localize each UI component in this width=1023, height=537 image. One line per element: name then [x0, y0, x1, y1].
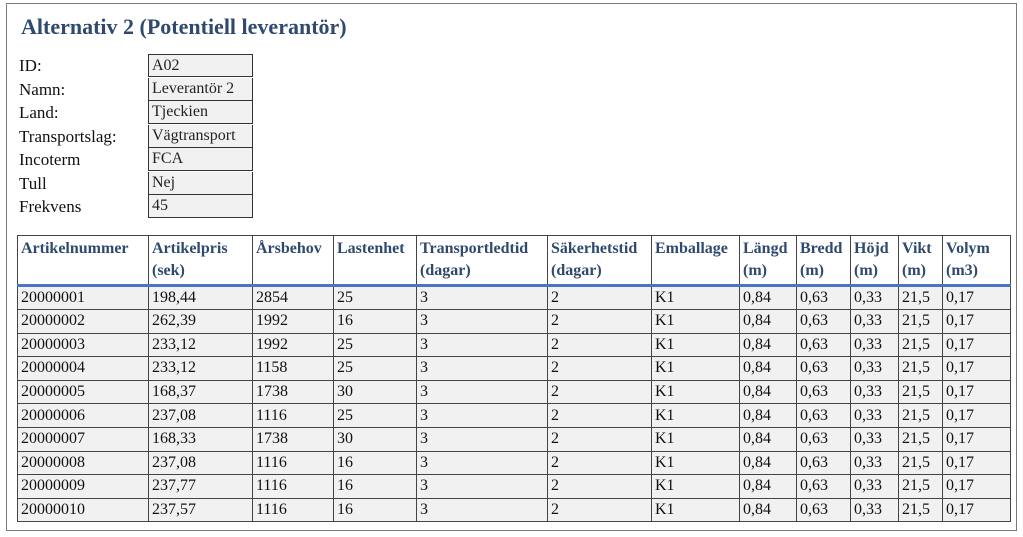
column-header-line1: Längd	[743, 240, 788, 257]
table-cell: 3	[417, 357, 548, 381]
table-cell: 0,33	[851, 357, 899, 381]
column-header	[652, 236, 740, 286]
table-cell: 3	[417, 310, 548, 334]
table-cell: 0,63	[797, 357, 851, 381]
table-cell: 0,17	[943, 286, 1011, 310]
column-header	[899, 236, 943, 286]
table-cell: 0,63	[797, 286, 851, 310]
table-row	[18, 498, 1011, 522]
table-cell: 3	[417, 404, 548, 428]
table-cell: 3	[417, 333, 548, 357]
column-header	[334, 236, 417, 286]
table-cell: K1	[652, 286, 740, 310]
table-header-row	[18, 236, 1011, 286]
table-cell: 20000003	[18, 333, 149, 357]
table-row	[18, 333, 1011, 357]
column-header	[943, 236, 1011, 286]
table-cell: 0,33	[851, 404, 899, 428]
table-cell: 20000006	[18, 404, 149, 428]
page-title: Alternativ 2 (Potentiell leverantör)	[21, 14, 347, 39]
table-cell: 16	[334, 498, 417, 522]
table-cell: 0,33	[851, 498, 899, 522]
table-cell: 21,5	[899, 475, 943, 499]
table-cell: 21,5	[899, 427, 943, 451]
column-header-line1: Transportledtid	[420, 240, 529, 257]
info-value: Tjeckien	[148, 101, 253, 124]
table-cell: 3	[417, 475, 548, 499]
column-header-line2: (dagar)	[551, 262, 602, 279]
table-row	[18, 380, 1011, 404]
column-header	[851, 236, 899, 286]
table-cell: 0,63	[797, 427, 851, 451]
table-cell: 0,17	[943, 333, 1011, 357]
table-cell: 0,84	[740, 475, 797, 499]
table-cell: 0,84	[740, 333, 797, 357]
table-row	[18, 451, 1011, 475]
table-cell: 3	[417, 380, 548, 404]
info-label: Frekvens	[19, 197, 82, 216]
info-label: Land:	[19, 103, 59, 122]
document-frame	[6, 3, 1017, 531]
table-cell: 0,17	[943, 451, 1011, 475]
table-cell: 0,33	[851, 286, 899, 310]
table-cell: 21,5	[899, 286, 943, 310]
table-cell: 25	[334, 404, 417, 428]
column-header-line1: Vikt	[902, 240, 932, 257]
table-cell: 1116	[253, 475, 334, 499]
table-cell: 237,08	[149, 451, 253, 475]
table-cell: 20000010	[18, 498, 149, 522]
column-header	[18, 236, 149, 286]
table-cell: 198,44	[149, 286, 253, 310]
table-cell: 2	[548, 451, 652, 475]
column-header-line2: (m)	[854, 262, 878, 279]
table-cell: 0,63	[797, 404, 851, 428]
column-header-line1: Artikelpris	[152, 240, 228, 257]
table-cell: 20000007	[18, 427, 149, 451]
table-cell: 25	[334, 357, 417, 381]
table-cell: 1992	[253, 310, 334, 334]
table-cell: 0,33	[851, 310, 899, 334]
table-cell: 1116	[253, 404, 334, 428]
table-cell: 2	[548, 380, 652, 404]
info-value: FCA	[148, 148, 253, 171]
table-cell: K1	[652, 427, 740, 451]
table-row	[18, 286, 1011, 310]
column-header-line2: (m)	[743, 262, 767, 279]
table-cell: 0,63	[797, 333, 851, 357]
column-header-line2: (m3)	[946, 262, 978, 279]
table-cell: 168,37	[149, 380, 253, 404]
table-cell: 20000005	[18, 380, 149, 404]
table-cell: K1	[652, 310, 740, 334]
column-header-line1: Volym	[946, 240, 990, 257]
table-cell: 25	[334, 333, 417, 357]
column-header-line1: Artikelnummer	[21, 240, 129, 257]
table-cell: K1	[652, 498, 740, 522]
info-value: Vägtransport	[148, 125, 253, 148]
table-cell: 30	[334, 427, 417, 451]
info-value: Nej	[148, 172, 253, 195]
table-cell: 233,12	[149, 357, 253, 381]
table-row	[18, 310, 1011, 334]
table-cell: 1992	[253, 333, 334, 357]
column-header-line1: Årsbehov	[256, 240, 322, 257]
table-cell: 0,33	[851, 333, 899, 357]
table-cell: 0,17	[943, 475, 1011, 499]
table-cell: 0,33	[851, 380, 899, 404]
table-cell: 237,57	[149, 498, 253, 522]
table-cell: 16	[334, 451, 417, 475]
table-cell: 20000008	[18, 451, 149, 475]
table-cell: 0,63	[797, 475, 851, 499]
column-header-line1: Lastenhet	[337, 240, 405, 257]
table-cell: 1158	[253, 357, 334, 381]
info-label: Namn:	[19, 79, 66, 99]
table-cell: 0,17	[943, 404, 1011, 428]
table-cell: 0,33	[851, 427, 899, 451]
table-cell: 0,84	[740, 451, 797, 475]
table-cell: 0,63	[797, 451, 851, 475]
info-value: 45	[148, 195, 253, 218]
table-cell: 3	[417, 451, 548, 475]
articles-table	[17, 235, 1011, 522]
table-cell: 0,84	[740, 310, 797, 334]
table-cell: 20000009	[18, 475, 149, 499]
table-cell: 2	[548, 427, 652, 451]
info-value: A02	[148, 54, 253, 77]
table-cell: 0,84	[740, 498, 797, 522]
info-value: Leverantör 2	[148, 78, 253, 101]
table-row	[18, 475, 1011, 499]
table-cell: 21,5	[899, 498, 943, 522]
column-header	[253, 236, 334, 286]
table-cell: 3	[417, 286, 548, 310]
table-cell: 1738	[253, 380, 334, 404]
column-header	[149, 236, 253, 286]
table-cell: 0,84	[740, 404, 797, 428]
table-cell: 2	[548, 286, 652, 310]
table-cell: 2	[548, 357, 652, 381]
column-header-line2: (dagar)	[420, 262, 471, 279]
column-header	[740, 236, 797, 286]
table-cell: 0,33	[851, 475, 899, 499]
column-header	[548, 236, 652, 286]
table-row	[18, 404, 1011, 428]
table-cell: 16	[334, 310, 417, 334]
table-cell: 3	[417, 498, 548, 522]
table-cell: K1	[652, 451, 740, 475]
table-cell: 1116	[253, 451, 334, 475]
table-cell: 0,63	[797, 498, 851, 522]
column-header-line1: Höjd	[854, 240, 889, 257]
column-header-line1: Emballage	[655, 240, 728, 257]
table-cell: 0,84	[740, 427, 797, 451]
table-cell: 237,08	[149, 404, 253, 428]
table-cell: 0,84	[740, 357, 797, 381]
table-cell: 2	[548, 498, 652, 522]
table-cell: 1738	[253, 427, 334, 451]
table-cell: 233,12	[149, 333, 253, 357]
table-cell: 2	[548, 310, 652, 334]
column-header	[797, 236, 851, 286]
table-cell: 2854	[253, 286, 334, 310]
column-header-line2: (m)	[800, 262, 824, 279]
table-cell: 0,84	[740, 286, 797, 310]
table-cell: 0,84	[740, 380, 797, 404]
info-label: Incoterm	[19, 150, 81, 169]
table-cell: K1	[652, 357, 740, 381]
table-row	[18, 357, 1011, 381]
table-cell: 2	[548, 475, 652, 499]
table-cell: 0,17	[943, 498, 1011, 522]
info-label: Tull	[19, 173, 47, 193]
table-cell: 25	[334, 286, 417, 310]
table-cell: 20000004	[18, 357, 149, 381]
table-cell: 168,33	[149, 427, 253, 451]
table-cell: 262,39	[149, 310, 253, 334]
table-cell: 21,5	[899, 310, 943, 334]
table-cell: 3	[417, 427, 548, 451]
info-label: ID:	[19, 56, 42, 75]
table-cell: 0,63	[797, 310, 851, 334]
table-cell: 0,33	[851, 451, 899, 475]
column-header-line1: Bredd	[800, 240, 843, 257]
table-row	[18, 427, 1011, 451]
table-cell: 21,5	[899, 357, 943, 381]
table-cell: K1	[652, 475, 740, 499]
table-cell: 0,17	[943, 310, 1011, 334]
table-cell: 0,17	[943, 427, 1011, 451]
table-cell: 30	[334, 380, 417, 404]
table-body	[18, 286, 1011, 522]
column-header	[417, 236, 548, 286]
table-cell: K1	[652, 380, 740, 404]
table-cell: 21,5	[899, 333, 943, 357]
table-cell: 20000001	[18, 286, 149, 310]
table-cell: 237,77	[149, 475, 253, 499]
column-header-line1: Säkerhetstid	[551, 240, 638, 257]
table-cell: 1116	[253, 498, 334, 522]
table-cell: 0,17	[943, 357, 1011, 381]
column-header-line2: (sek)	[152, 262, 185, 279]
table-cell: 0,17	[943, 380, 1011, 404]
column-header-line2: (m)	[902, 262, 926, 279]
table-cell: 21,5	[899, 404, 943, 428]
table-cell: 16	[334, 475, 417, 499]
table-cell: K1	[652, 333, 740, 357]
table-cell: 20000002	[18, 310, 149, 334]
table-cell: 0,63	[797, 380, 851, 404]
table-cell: 21,5	[899, 380, 943, 404]
table-cell: 2	[548, 333, 652, 357]
table-cell: 2	[548, 404, 652, 428]
table-cell: 21,5	[899, 451, 943, 475]
table-cell: K1	[652, 404, 740, 428]
info-label: Transportslag:	[19, 126, 117, 146]
